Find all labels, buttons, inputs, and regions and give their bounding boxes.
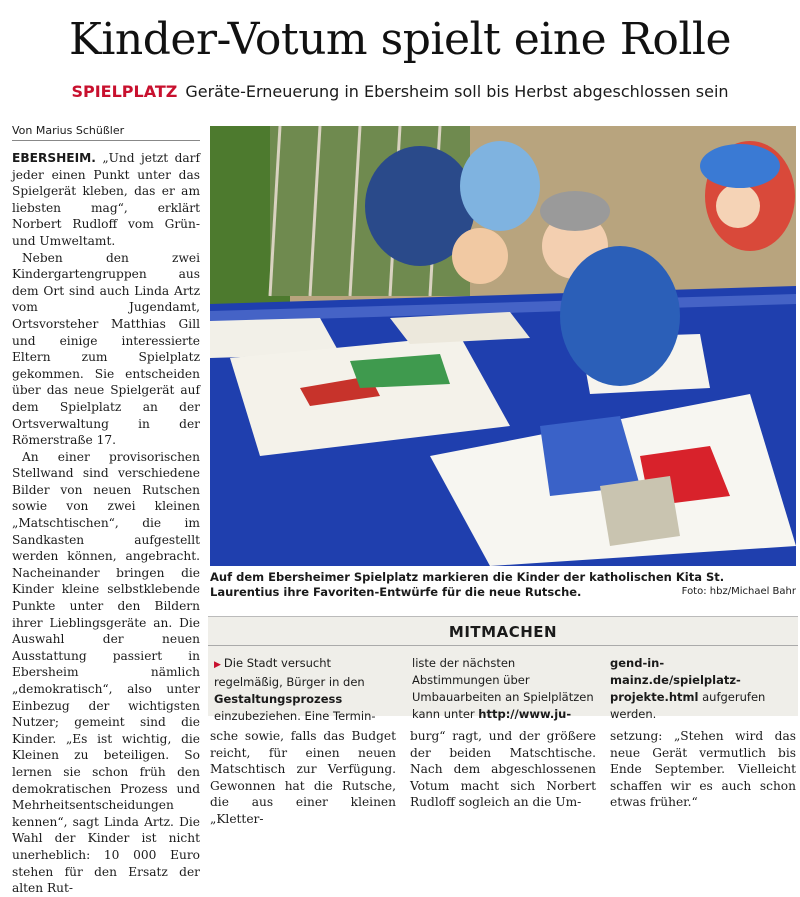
info-box-divider xyxy=(208,645,798,646)
article-column-bottom: setzung: „Stehen wird das neue Gerät vermutlich bis Ende September. Vielleicht schaffen wir es auch schon etwas früher.“ xyxy=(610,729,796,810)
info-box-title: MITMACHEN xyxy=(448,623,558,641)
info-link: gend-in-mainz.de/spielplatz-projekte.html xyxy=(610,656,741,704)
kicker: SPIELPLATZ xyxy=(71,82,178,101)
article-column-bottom: burg“ ragt, und der größere der beiden Matschtische. Nach dem abgeschlossenen Votum macht sich Norbert Rudloff sogleich an die Um- xyxy=(410,729,596,810)
info-box-column xyxy=(214,655,398,725)
paragraph-text: „Und jetzt darf jeder einen Punkt unter das Spielgerät kleben, das er am liebsten mag“, erklärt Norbert Rudloff vom Grün- und Umweltamt. xyxy=(12,151,200,248)
author-byline: Von Marius Schüßler xyxy=(12,124,125,137)
photo-credit: Foto: hbz/Michael Bahr xyxy=(681,586,796,597)
info-text: Die Stadt versucht regelmäßig, Bürger in den xyxy=(214,656,365,689)
subline-text: Geräte-Erneuerung in Ebersheim soll bis Herbst abgeschlossen sein xyxy=(185,82,729,101)
article-body xyxy=(12,150,200,897)
article-paragraph: An einer provisorischen Stellwand sind verschiedene Bilder von neuen Rutschen sowie von zwei kleinen „Matschtischen“, die im Sandkasten aufgestellt werden können, angebracht. Nacheinander bringen die Kinder kleine selbstklebende Punkte unter den Bildern ihrer Lieblingsgeräte an. Die Auswahl der neuen Ausstattung passiert in Ebersheim nämlich „demokratisch“, also unter Einbezug der wichtigsten Nutzer; gemeint sind die Kinder. „Es ist wichtig, die Kleinen zu beteiligen. So lernen sie schon früh den demokratischen Prozess und Mehrheitsentscheidungen kennen“, sagt Linda Artz. Die Wahl der Kinder ist nicht unerheblich: 10 000 Euro stehen für den Ersatz der alten Rut- xyxy=(12,449,200,896)
info-box xyxy=(208,616,798,723)
info-box-column xyxy=(412,655,596,723)
triangle-bullet-icon: ▶ xyxy=(214,660,221,670)
article-column-bottom: sche sowie, falls das Budget reicht, für einen neuen Matschtisch zur Verfügung. Gewonnen hat die Rutsche, die aus einer kleinen „Kletter- xyxy=(210,729,396,826)
article-paragraph: Neben den zwei Kindergartengruppen aus dem Ort sind auch Linda Artz vom Jugendamt, Ortsvorsteher Matthias Gill und einige interessierte Eltern zum Spielplatz gekommen. Sie entscheiden über das neue Spielgerät auf dem Spielplatz an der Ortsverwaltung in der Römerstraße 17. xyxy=(12,250,200,448)
dateline: EBERSHEIM. xyxy=(12,151,96,165)
headline: Kinder-Votum spielt eine Rolle xyxy=(68,14,731,65)
info-text: aufgerufen werden. xyxy=(610,690,766,721)
info-box-column xyxy=(610,655,794,723)
photo-illustration xyxy=(210,126,796,566)
article-photo xyxy=(210,126,796,566)
article-paragraph xyxy=(12,150,200,250)
info-text: einzubeziehen. Eine Termin- xyxy=(214,709,376,723)
photo-caption: Auf dem Ebersheimer Spielplatz markieren die Kinder der katholischen Kita St. Laurentius ihre Favoriten-Entwürfe für die neue Rutsche. xyxy=(210,570,725,599)
info-text: liste der nächsten Abstimmungen über Umbauarbeiten an Spielplätzen kann unter xyxy=(412,656,594,721)
byline-divider xyxy=(12,140,200,141)
info-link: http://www.ju- xyxy=(478,707,572,721)
info-text-bold: Gestaltungsprozess xyxy=(214,692,343,706)
subheadline xyxy=(0,82,800,101)
